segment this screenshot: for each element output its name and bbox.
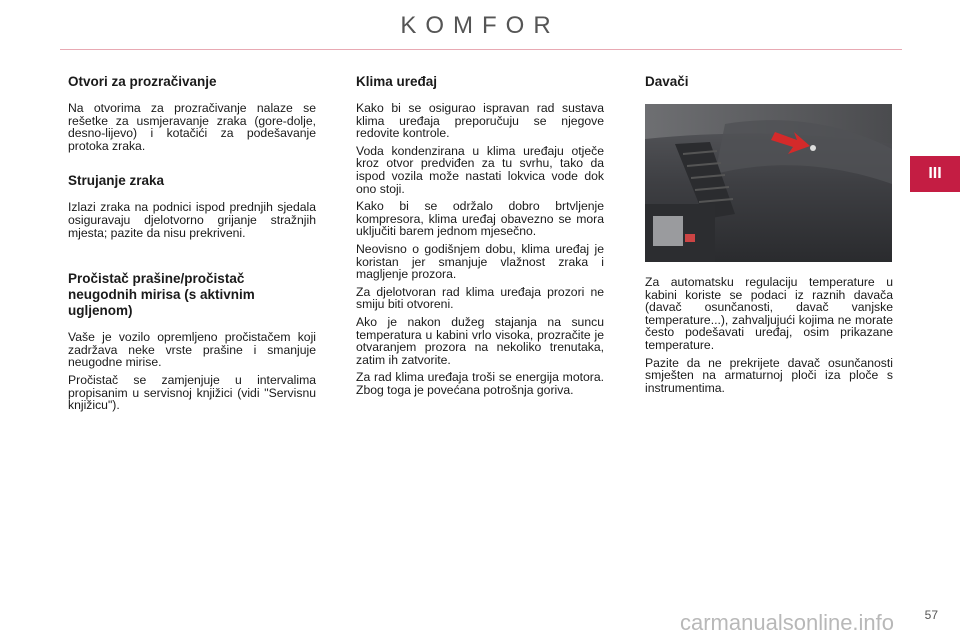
paragraph: Za automatsku regulaciju temperature u kabini koriste se podaci iz raznih davača (davač osunčanosti, davač vanjske temperature...), zahvaljujući kojima ne morate često podešavati uređaj, osim prikazane temperature.: [645, 275, 893, 352]
page-number: 57: [924, 608, 938, 622]
heading-airflow: Strujanje zraka: [68, 173, 165, 189]
watermark: carmanualsonline.info: [680, 610, 895, 635]
paragraph: Kako bi se osigurao ispravan rad sustava klima uređaja preporučuju se njegove redovite kontrole.: [356, 101, 604, 141]
paragraph: Kako bi se održalo dobro brtvljenje kompresora, klima uređaj obavezno se mora uključiti barem jednom mjesečno.: [356, 199, 604, 239]
heading-filter: Pročistač prašine/pročistač neugodnih mirisa (s aktivnim ugljenom): [68, 271, 255, 319]
paragraph: Ako je nakon dužeg stajanja na suncu temperatura u kabini vrlo visoka, prozračite je otvaranjem prozora na nekoliko trenutaka, zatim ih zatvorite.: [356, 314, 604, 367]
paragraph: Voda kondenzirana u klima uređaju otječe kroz otvor predviđen za tu svrhu, tako da ispod vozila može nastati lokvica vode dok ono stoji.: [356, 143, 604, 196]
paragraph: Za rad klima uređaja troši se energija motora. Zbog toga je povećana potrošnja goriva.: [356, 370, 604, 397]
page-title: KOMFOR: [400, 12, 560, 39]
paragraph: Vaše je vozilo opremljeno pročistačem koji zadržava neke vrste prašine i smanjuje neugodne mirise.: [68, 330, 316, 370]
paragraph: Na otvorima za prozračivanje nalaze se rešetke za usmjeravanje zraka (gore-dolje, desno-lijevo) i kotačići za podešavanje protoka zraka.: [68, 101, 316, 153]
paragraph: Izlazi zraka na podnici ispod prednjih sjedala osiguravaju djelotvorno grijanje stražnjih mjesta; pazite da nisu prekriveni.: [68, 200, 316, 240]
paragraph: Pazite da ne prekrijete davač osunčanosti smješten na armaturnoj ploči iza ploče s instrumentima.: [645, 355, 893, 395]
paragraph: Za djelotvoran rad klima uređaja prozori ne smiju biti otvoreni.: [356, 284, 604, 312]
heading-sensors: Davači: [645, 74, 689, 89]
column-air-conditioning: [356, 70, 604, 396]
paragraph: Neovisno o godišnjem dobu, klima uređaj je koristan jer smanjuje vlažnost zraka i magljenje prozora.: [356, 241, 604, 282]
paragraph: Pročistač se zamjenjuje u intervalima propisanim u servisnoj knjižici (vidi "Servisnu knjižicu").: [68, 372, 316, 413]
heading-ac: Klima uređaj: [356, 74, 438, 89]
hazard-button-icon: [685, 234, 695, 242]
dashboard-illustration: [645, 104, 892, 262]
heading-vents: Otvori za prozračivanje: [68, 74, 217, 89]
title-divider: [60, 49, 902, 50]
column-ventilation: [68, 70, 316, 412]
section-tab[interactable]: III: [910, 156, 960, 192]
sun-sensor-icon: [810, 145, 816, 151]
sunlight-sensor-photo: [645, 104, 892, 262]
lower-vent-icon: [653, 216, 683, 246]
